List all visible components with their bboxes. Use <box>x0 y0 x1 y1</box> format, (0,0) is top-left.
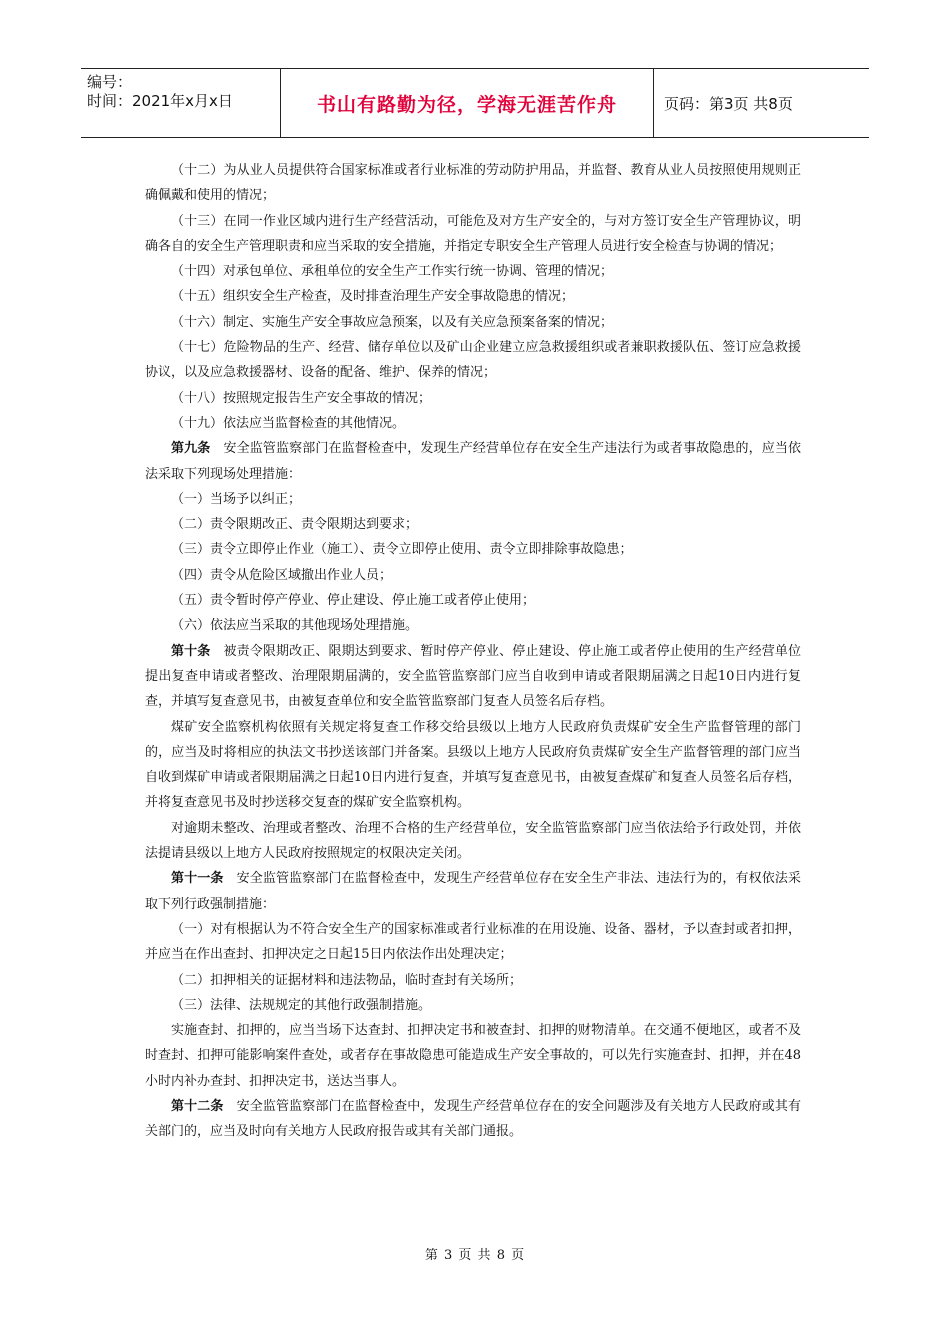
paragraph <box>145 1018 801 1094</box>
article-number: 第十条 <box>171 643 211 659</box>
paragraph-text: （二）责令限期改正、责令限期达到要求； <box>171 517 419 533</box>
paragraph <box>145 816 801 867</box>
paragraph-text: （十九）依法应当监督检查的其他情况。 <box>171 415 406 431</box>
article-number: 第十一条 <box>171 871 224 887</box>
article-paragraph <box>145 436 801 487</box>
paragraph <box>145 613 801 638</box>
paragraph-text: 被责令限期改正、限期达到要求、暂时停产停业、停止建设、停止施工或者停止使用的生产经营单位提出复查申请或者整改、治理限期届满的，安全监管监察部门应当自收到申请或者限期届满之日起10日内进行复查，并填写复查意见书，由被复查单位和安全监管监察部门复查人员签名后存档。 <box>145 643 801 710</box>
paragraph <box>145 335 801 386</box>
paragraph-text: （二）扣押相关的证据材料和违法物品，临时查封有关场所； <box>171 972 523 988</box>
paragraph-text: （一）当场予以纠正； <box>171 491 302 507</box>
paragraph-text: （四）责令从危险区域撤出作业人员； <box>171 567 393 583</box>
header-meta <box>81 69 281 137</box>
paragraph <box>145 386 801 411</box>
page-footer: 第 3 页 共 8 页 <box>424 1248 526 1263</box>
paragraph <box>145 512 801 537</box>
header-page-info: 页码：第3页 共8页 <box>664 94 793 113</box>
paragraph-text: 实施查封、扣押的，应当当场下达查封、扣押决定书和被查封、扣押的财物清单。在交通不便地区，或者不及时查封、扣押可能影响案件查处，或者存在事故隐患可能造成生产安全事故的，可以先行实施查封、扣押，并在48小时内补办查封、扣押决定书，送达当事人。 <box>145 1023 801 1089</box>
paragraph <box>145 487 801 512</box>
paragraph <box>145 993 801 1018</box>
paragraph <box>145 259 801 284</box>
paragraph <box>145 310 801 335</box>
paragraph <box>145 411 801 436</box>
page-header <box>81 68 869 138</box>
paragraph-text: 对逾期未整改、治理或者整改、治理不合格的生产经营单位，安全监管监察部门应当依法给予行政处罚，并依法提请县级以上地方人民政府按照规定的权限决定关闭。 <box>145 820 801 862</box>
paragraph-text: （三）责令立即停止作业（施工）、责令立即停止使用、责令立即排除事故隐患； <box>171 542 633 558</box>
paragraph <box>145 158 801 209</box>
paragraph-text: （十三）在同一作业区域内进行生产经营活动，可能危及对方生产安全的，与对方签订安全生产管理协议，明确各自的安全生产管理职责和应当采取的安全措施，并指定专职安全生产管理人员进行安全检查与协调的情况； <box>145 213 801 254</box>
document-date: 时间：2021年x月x日 <box>87 92 233 110</box>
paragraph-text: （五）责令暂时停产停业、停止建设、停止施工或者停止使用； <box>171 593 536 609</box>
article-number: 第十二条 <box>171 1098 224 1114</box>
paragraph-text: 安全监管监察部门在监督检查中，发现生产经营单位存在安全生产违法行为或者事故隐患的，应当依法采取下列现场处理措施： <box>145 441 801 482</box>
article-paragraph <box>145 866 801 917</box>
article-paragraph <box>145 639 801 715</box>
paragraph-text: （十八）按照规定报告生产安全事故的情况； <box>171 390 432 406</box>
article-number: 第九条 <box>171 441 211 457</box>
paragraph <box>145 917 801 968</box>
paragraph <box>145 588 801 613</box>
paragraph-text: 安全监管监察部门在监督检查中，发现生产经营单位存在安全生产非法、违法行为的，有权依法采取下列行政强制措施： <box>145 871 801 912</box>
paragraph-text: 煤矿安全监察机构依照有关规定将复查工作移交给县级以上地方人民政府负责煤矿安全生产监督管理的部门的，应当及时将相应的执法文书抄送该部门并备案。县级以上地方人民政府负责煤矿安全生产监督管理的部门应当自收到煤矿申请或者限期届满之日起10日内进行复查，并填写复查意见书，由被复查煤矿和复查人员签名后存档，并将复查意见书及时抄送移交复查的煤矿安全监察机构。 <box>145 719 801 811</box>
paragraph-text: （十六）制定、实施生产安全事故应急预案，以及有关应急预案备案的情况； <box>171 314 614 330</box>
paragraph-text: （十二）为从业人员提供符合国家标准或者行业标准的劳动防护用品，并监督、教育从业人员按照使用规则正确佩戴和使用的情况； <box>145 163 801 204</box>
paragraph-text: （一）对有根据认为不符合安全生产的国家标准或者行业标准的在用设施、设备、器材，予以查封或者扣押，并应当在作出查封、扣押决定之日起15日内依法作出处理决定； <box>145 921 801 963</box>
document-number-label: 编号： <box>87 73 133 91</box>
paragraph <box>145 209 801 260</box>
header-motto: 书山有路勤为径，学海无涯苦作舟 <box>281 69 654 137</box>
paragraph-text: （六）依法应当采取的其他现场处理措施。 <box>171 618 419 634</box>
paragraph <box>145 563 801 588</box>
paragraph-text: （十五）组织安全生产检查，及时排查治理生产安全事故隐患的情况； <box>171 289 575 305</box>
paragraph-text: （十四）对承包单位、承租单位的安全生产工作实行统一协调、管理的情况； <box>171 264 614 280</box>
paragraph <box>145 715 801 816</box>
document-body <box>145 158 801 1145</box>
paragraph-text: （十七）危险物品的生产、经营、储存单位以及矿山企业建立应急救援组织或者兼职救援队伍、签订应急救援协议，以及应急救援器材、设备的配备、维护、保养的情况； <box>145 340 801 381</box>
paragraph <box>145 537 801 562</box>
paragraph-text: 安全监管监察部门在监督检查中，发现生产经营单位存在的安全问题涉及有关地方人民政府或其有关部门的，应当及时向有关地方人民政府报告或其有关部门通报。 <box>145 1098 801 1140</box>
paragraph <box>145 968 801 993</box>
paragraph <box>145 284 801 309</box>
article-paragraph <box>145 1094 801 1145</box>
paragraph-text: （三）法律、法规规定的其他行政强制措施。 <box>171 997 432 1013</box>
